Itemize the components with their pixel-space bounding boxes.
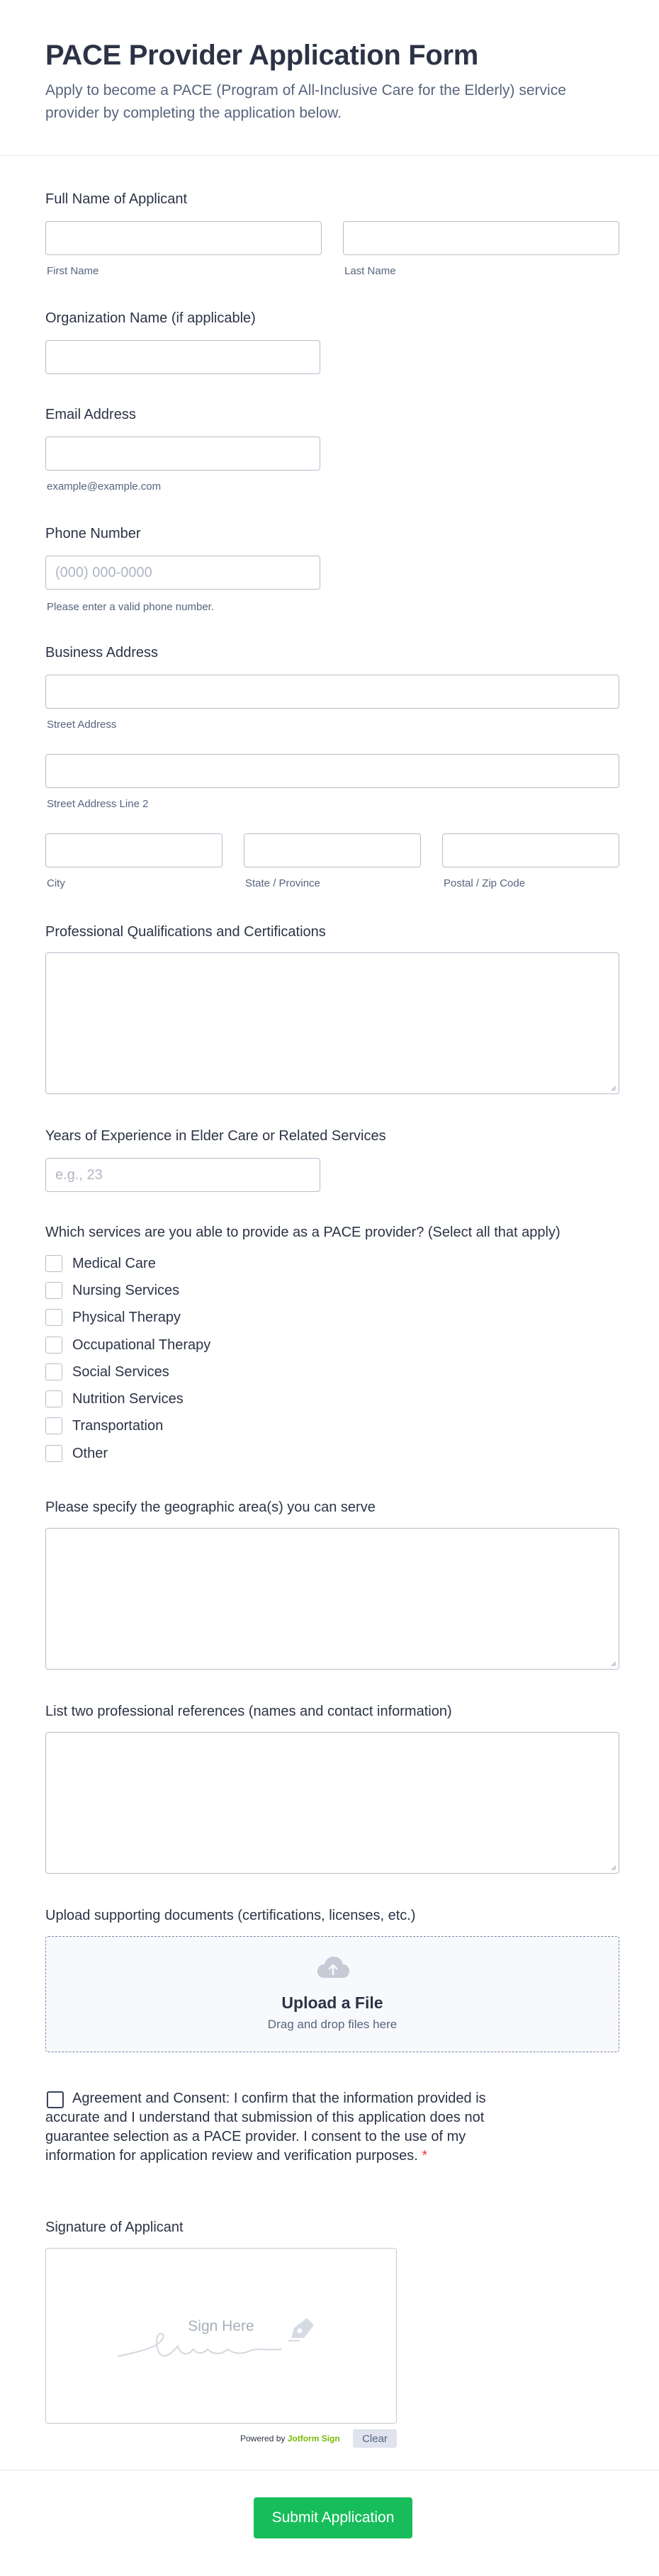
city-input[interactable] xyxy=(45,833,223,867)
form-header xyxy=(0,0,659,156)
checkbox-label: Social Services xyxy=(72,1363,169,1380)
checkbox[interactable] xyxy=(45,1337,62,1354)
full-name-field xyxy=(45,190,619,282)
checkbox-label: Other xyxy=(72,1445,108,1461)
qualifications-label: Professional Qualifications and Certifications xyxy=(45,924,326,940)
required-asterisk: * xyxy=(422,2148,428,2164)
jotform-sign-brand: Jotform Sign xyxy=(287,2434,340,2443)
checkbox-label: Occupational Therapy xyxy=(72,1337,211,1353)
experience-field xyxy=(45,1127,619,1198)
signature-pad[interactable] xyxy=(45,2248,397,2424)
checkbox-option[interactable] xyxy=(45,1307,181,1328)
references-field xyxy=(45,1702,619,1879)
phone-sublabel: Please enter a valid phone number. xyxy=(47,601,214,613)
checkbox[interactable] xyxy=(45,1282,62,1299)
experience-placeholder: e.g., 23 xyxy=(55,1167,103,1183)
checkbox-label: Medical Care xyxy=(72,1255,156,1271)
resize-grip-icon[interactable] xyxy=(609,1084,616,1091)
checkbox-option[interactable] xyxy=(45,1443,108,1464)
checkbox-option[interactable] xyxy=(45,1361,169,1383)
references-textarea[interactable] xyxy=(45,1732,619,1874)
phone-placeholder: (000) 000-0000 xyxy=(55,565,152,580)
pen-icon xyxy=(287,2315,318,2344)
signature-field xyxy=(45,2218,619,2452)
qualifications-textarea[interactable] xyxy=(45,952,619,1094)
organization-input[interactable] xyxy=(45,340,320,374)
checkbox-option[interactable] xyxy=(45,1415,163,1436)
checkbox-label: Transportation xyxy=(72,1417,164,1434)
submit-button[interactable]: Submit Application xyxy=(254,2497,412,2538)
checkbox-option[interactable] xyxy=(45,1388,184,1410)
last-name-input[interactable] xyxy=(343,221,619,255)
checkbox-label: Nursing Services xyxy=(72,1282,180,1298)
services-label: Which services are you able to provide as a PACE provider? (Select all that apply) xyxy=(45,1225,561,1240)
full-name-label: Full Name of Applicant xyxy=(45,191,188,207)
upload-field xyxy=(45,1906,619,2057)
first-name-sublabel: First Name xyxy=(47,265,99,277)
form-title: PACE Provider Application Form xyxy=(45,40,479,71)
signature-placeholder: Sign Here xyxy=(188,2318,254,2334)
cloud-upload-icon xyxy=(316,1955,350,1979)
upload-hint: Drag and drop files here xyxy=(267,2018,398,2031)
email-input[interactable] xyxy=(45,437,320,471)
checkbox[interactable] xyxy=(45,1390,62,1407)
checkbox-label: Physical Therapy xyxy=(72,1309,181,1325)
resize-grip-icon[interactable] xyxy=(609,1864,616,1871)
checkbox-option[interactable] xyxy=(45,1253,156,1274)
street-address-line2-input[interactable] xyxy=(45,754,619,788)
powered-by-label: Powered by xyxy=(240,2434,286,2443)
street-address-line2-sublabel: Street Address Line 2 xyxy=(47,798,149,810)
organization-field xyxy=(45,309,619,380)
organization-label: Organization Name (if applicable) xyxy=(45,310,256,326)
street-address-input[interactable] xyxy=(45,675,619,709)
phone-label: Phone Number xyxy=(45,526,141,541)
experience-input[interactable] xyxy=(45,1158,320,1192)
phone-field xyxy=(45,524,619,617)
checkbox-label: Nutrition Services xyxy=(72,1390,184,1407)
upload-label: Upload supporting documents (certifications, licenses, etc.) xyxy=(45,1908,416,1923)
last-name-sublabel: Last Name xyxy=(344,265,396,277)
checkbox[interactable] xyxy=(45,1363,62,1380)
form-footer xyxy=(0,2470,659,2576)
form-description: Apply to become a PACE (Program of All-Inclusive Care for the Elderly) service provider by completing the application below. xyxy=(45,82,566,121)
consent-label: Agreement and Consent: I confirm that the information provided is accurate and I understand that submission of this application does not guarantee selection as a PACE provider. I consent to the use of my information for application review and verification purposes. xyxy=(45,2091,486,2164)
geographic-textarea[interactable] xyxy=(45,1528,619,1670)
checkbox-option[interactable] xyxy=(45,1280,179,1301)
street-address-sublabel: Street Address xyxy=(47,719,117,731)
clear-signature-button[interactable]: Clear xyxy=(353,2429,397,2448)
upload-title: Upload a File xyxy=(281,1993,383,2012)
first-name-input[interactable] xyxy=(45,221,322,255)
checkbox[interactable] xyxy=(45,1417,62,1434)
email-label: Email Address xyxy=(45,407,136,422)
powered-by xyxy=(240,2431,340,2446)
services-field xyxy=(45,1223,619,1464)
business-address-field xyxy=(45,643,619,899)
consent-text xyxy=(45,2089,527,2166)
experience-label: Years of Experience in Elder Care or Related Services xyxy=(45,1128,386,1144)
signature-label: Signature of Applicant xyxy=(45,2220,184,2235)
checkbox-option[interactable] xyxy=(45,1334,210,1356)
consent-field xyxy=(45,2089,619,2174)
geographic-field xyxy=(45,1498,619,1675)
phone-input[interactable] xyxy=(45,556,320,590)
email-field xyxy=(45,405,619,497)
business-address-label: Business Address xyxy=(45,645,158,660)
upload-dropzone[interactable] xyxy=(45,1936,619,2052)
city-sublabel: City xyxy=(47,877,65,889)
checkbox[interactable] xyxy=(45,1309,62,1326)
geographic-label: Please specify the geographic area(s) you can serve xyxy=(45,1500,376,1515)
state-sublabel: State / Province xyxy=(245,877,320,889)
checkbox[interactable] xyxy=(45,1445,62,1462)
references-label: List two professional references (names and contact information) xyxy=(45,1704,452,1719)
email-sublabel: example@example.com xyxy=(47,480,162,493)
qualifications-field xyxy=(45,923,619,1100)
zip-sublabel: Postal / Zip Code xyxy=(444,877,526,889)
resize-grip-icon[interactable] xyxy=(609,1660,616,1667)
state-input[interactable] xyxy=(244,833,421,867)
zip-input[interactable] xyxy=(442,833,619,867)
checkbox[interactable] xyxy=(45,1255,62,1272)
